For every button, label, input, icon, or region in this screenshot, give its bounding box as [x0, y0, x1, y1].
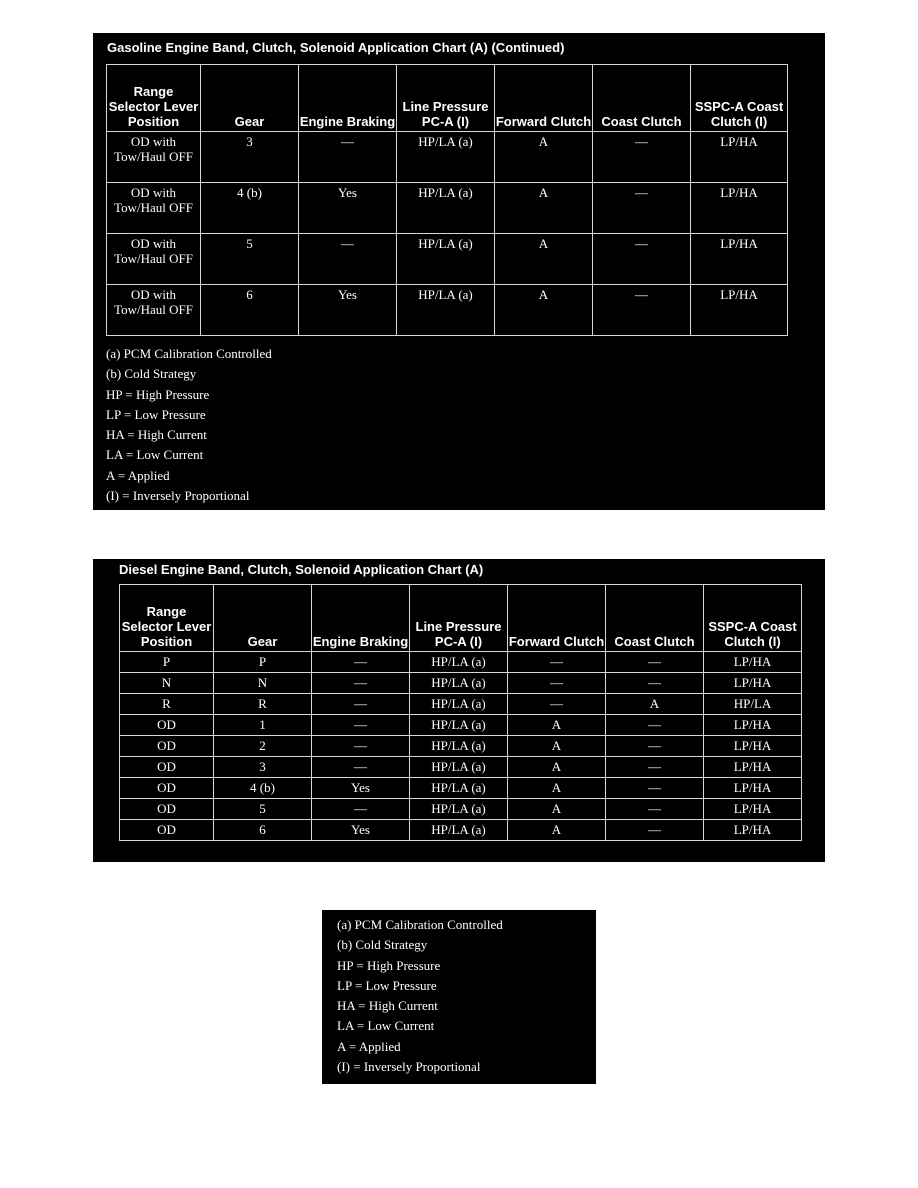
cell-line-pressure: HP/LA (a) [410, 820, 508, 841]
cell-engine-braking: — [312, 652, 410, 673]
cell-forward-clutch: — [508, 673, 606, 694]
cell-coast-clutch: — [606, 736, 704, 757]
diesel-chart-notes [337, 915, 503, 1077]
table-header-row [120, 585, 802, 652]
note-item: HP = High Pressure [337, 957, 441, 973]
table-row [120, 799, 802, 820]
cell-forward-clutch: — [508, 694, 606, 715]
cell-coast-clutch: — [593, 183, 691, 234]
col-header-line-pressure: Line Pressure PC-A (I) [410, 585, 508, 652]
cell-engine-braking: — [312, 673, 410, 694]
cell-engine-braking: Yes [299, 285, 397, 336]
col-header-gear: Gear [214, 585, 312, 652]
cell-coast-clutch: — [593, 132, 691, 183]
note-item: HP = High Pressure [106, 386, 210, 402]
cell-forward-clutch: A [495, 234, 593, 285]
cell-gear: N [214, 673, 312, 694]
col-header-line-pressure: Line Pressure PC-A (I) [397, 65, 495, 132]
cell-coast-clutch: — [606, 715, 704, 736]
col-header-coast-clutch: Coast Clutch [606, 585, 704, 652]
cell-line-pressure: HP/LA (a) [397, 285, 495, 336]
cell-coast-clutch: — [606, 820, 704, 841]
table-row [120, 715, 802, 736]
cell-line-pressure: HP/LA (a) [397, 183, 495, 234]
note-item: LA = Low Current [337, 1018, 435, 1034]
cell-range: N [120, 673, 214, 694]
cell-engine-braking: Yes [299, 183, 397, 234]
cell-line-pressure: HP/LA (a) [410, 673, 508, 694]
diesel-chart-notes-panel [322, 910, 596, 1084]
cell-forward-clutch: A [495, 132, 593, 183]
cell-forward-clutch: — [508, 652, 606, 673]
cell-range: OD [120, 799, 214, 820]
cell-range: OD with Tow/Haul OFF [107, 285, 201, 336]
cell-line-pressure: HP/LA (a) [397, 132, 495, 183]
cell-sspc-a: LP/HA [691, 285, 788, 336]
gasoline-chart-notes [106, 344, 272, 506]
cell-range: OD [120, 715, 214, 736]
cell-sspc-a: LP/HA [704, 736, 802, 757]
cell-engine-braking: — [299, 132, 397, 183]
note-item: (a) PCM Calibration Controlled [337, 917, 503, 932]
table-row [107, 234, 788, 285]
cell-engine-braking: Yes [312, 778, 410, 799]
cell-engine-braking: — [312, 799, 410, 820]
cell-range: OD [120, 757, 214, 778]
note-item: LA = Low Current [106, 447, 204, 463]
cell-sspc-a: LP/HA [704, 652, 802, 673]
cell-range: OD with Tow/Haul OFF [107, 132, 201, 183]
col-header-sspc-a: SSPC-A Coast Clutch (I) [691, 65, 788, 132]
cell-coast-clutch: — [606, 652, 704, 673]
cell-forward-clutch: A [508, 799, 606, 820]
note-item: HA = High Current [337, 998, 438, 1014]
cell-coast-clutch: — [606, 673, 704, 694]
cell-forward-clutch: A [508, 820, 606, 841]
cell-sspc-a: LP/HA [704, 799, 802, 820]
cell-range: OD [120, 736, 214, 757]
gasoline-chart-title: Gasoline Engine Band, Clutch, Solenoid Application Chart (A) (Continued) [107, 40, 565, 55]
table-row [107, 183, 788, 234]
cell-forward-clutch: A [508, 736, 606, 757]
cell-line-pressure: HP/LA (a) [410, 799, 508, 820]
col-header-sspc-a: SSPC-A Coast Clutch (I) [704, 585, 802, 652]
cell-sspc-a: LP/HA [704, 778, 802, 799]
cell-coast-clutch: — [593, 234, 691, 285]
note-item: (I) = Inversely Proportional [106, 488, 250, 504]
col-header-engine-braking: Engine Braking [299, 65, 397, 132]
diesel-chart-panel [93, 559, 825, 862]
cell-engine-braking: — [299, 234, 397, 285]
cell-line-pressure: HP/LA (a) [410, 652, 508, 673]
note-item: A = Applied [106, 467, 170, 483]
col-header-range-selector: Range Selector Lever Position [107, 65, 201, 132]
gasoline-chart-table [106, 64, 788, 336]
table-row [107, 285, 788, 336]
cell-coast-clutch: — [606, 757, 704, 778]
table-row [120, 736, 802, 757]
table-row [120, 757, 802, 778]
cell-gear: 5 [214, 799, 312, 820]
note-item: LP = Low Pressure [337, 977, 437, 993]
note-item: (b) Cold Strategy [106, 366, 197, 382]
cell-engine-braking: — [312, 736, 410, 757]
col-header-range-selector: Range Selector Lever Position [120, 585, 214, 652]
col-header-coast-clutch: Coast Clutch [593, 65, 691, 132]
cell-forward-clutch: A [508, 757, 606, 778]
diesel-chart-table [119, 584, 802, 841]
col-header-forward-clutch: Forward Clutch [495, 65, 593, 132]
cell-forward-clutch: A [508, 778, 606, 799]
diesel-chart-title: Diesel Engine Band, Clutch, Solenoid Application Chart (A) [119, 562, 484, 577]
cell-sspc-a: HP/LA [704, 694, 802, 715]
cell-gear: 4 (b) [214, 778, 312, 799]
cell-range: R [120, 694, 214, 715]
note-item: LP = Low Pressure [106, 406, 206, 422]
cell-sspc-a: LP/HA [691, 132, 788, 183]
cell-line-pressure: HP/LA (a) [410, 757, 508, 778]
cell-forward-clutch: A [508, 715, 606, 736]
cell-gear: 5 [201, 234, 299, 285]
cell-engine-braking: Yes [312, 820, 410, 841]
table-row [120, 820, 802, 841]
cell-sspc-a: LP/HA [704, 757, 802, 778]
table-row [120, 673, 802, 694]
cell-sspc-a: LP/HA [704, 673, 802, 694]
cell-line-pressure: HP/LA (a) [410, 694, 508, 715]
cell-line-pressure: HP/LA (a) [410, 715, 508, 736]
cell-sspc-a: LP/HA [704, 715, 802, 736]
col-header-gear: Gear [201, 65, 299, 132]
cell-gear: 1 [214, 715, 312, 736]
note-item: (a) PCM Calibration Controlled [106, 346, 272, 361]
cell-sspc-a: LP/HA [691, 234, 788, 285]
note-item: (b) Cold Strategy [337, 937, 428, 953]
gasoline-chart-panel [93, 33, 825, 510]
cell-gear: 6 [201, 285, 299, 336]
cell-engine-braking: — [312, 694, 410, 715]
cell-gear: 2 [214, 736, 312, 757]
cell-forward-clutch: A [495, 285, 593, 336]
cell-line-pressure: HP/LA (a) [410, 778, 508, 799]
table-row [107, 132, 788, 183]
cell-engine-braking: — [312, 715, 410, 736]
note-item: A = Applied [337, 1038, 401, 1054]
cell-gear: 4 (b) [201, 183, 299, 234]
cell-gear: R [214, 694, 312, 715]
cell-gear: P [214, 652, 312, 673]
cell-range: OD with Tow/Haul OFF [107, 234, 201, 285]
cell-engine-braking: — [312, 757, 410, 778]
cell-gear: 3 [201, 132, 299, 183]
cell-forward-clutch: A [495, 183, 593, 234]
note-item: (I) = Inversely Proportional [337, 1059, 481, 1075]
cell-sspc-a: LP/HA [704, 820, 802, 841]
cell-sspc-a: LP/HA [691, 183, 788, 234]
cell-line-pressure: HP/LA (a) [397, 234, 495, 285]
table-row [120, 652, 802, 673]
col-header-forward-clutch: Forward Clutch [508, 585, 606, 652]
table-row [120, 778, 802, 799]
cell-gear: 6 [214, 820, 312, 841]
table-header-row [107, 65, 788, 132]
cell-range: OD [120, 820, 214, 841]
col-header-engine-braking: Engine Braking [312, 585, 410, 652]
table-row [120, 694, 802, 715]
cell-gear: 3 [214, 757, 312, 778]
cell-range: OD with Tow/Haul OFF [107, 183, 201, 234]
cell-coast-clutch: — [606, 778, 704, 799]
cell-range: OD [120, 778, 214, 799]
cell-coast-clutch: A [606, 694, 704, 715]
cell-coast-clutch: — [593, 285, 691, 336]
note-item: HA = High Current [106, 427, 207, 443]
cell-range: P [120, 652, 214, 673]
cell-coast-clutch: — [606, 799, 704, 820]
cell-line-pressure: HP/LA (a) [410, 736, 508, 757]
